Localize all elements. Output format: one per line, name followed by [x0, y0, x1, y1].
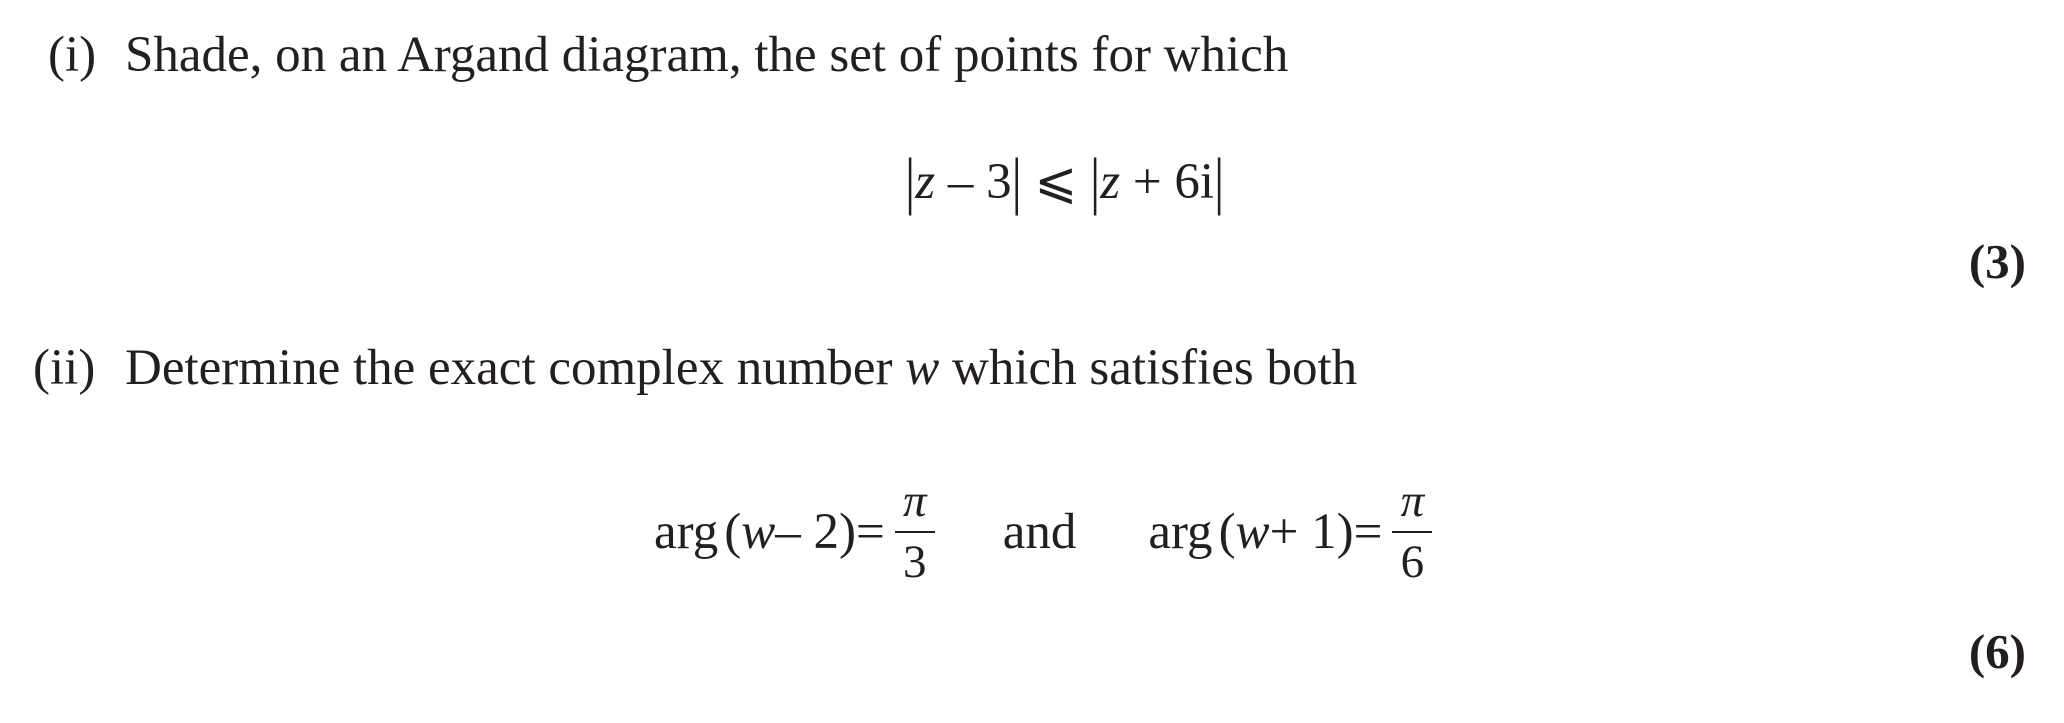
lhs-operation: – 3	[935, 154, 1012, 210]
part-ii-prompt	[125, 340, 1358, 396]
rhs-variable: z	[1100, 154, 1121, 210]
abs-bar-right-open: |	[1090, 146, 1101, 217]
part-i-marks: (3)	[1968, 234, 2026, 289]
condition-1-denominator: 3	[902, 536, 927, 588]
part-i-prompt: Shade, on an Argand diagram, the set of points for which	[125, 27, 1289, 83]
condition-1-equals: =	[855, 503, 885, 560]
part-ii-marks: (6)	[1968, 624, 2026, 679]
part-i-label: (i)	[48, 27, 97, 83]
condition-2-equals: =	[1353, 503, 1383, 560]
condition-1-op: – 2)	[775, 503, 856, 560]
abs-bar-right-close: |	[1214, 146, 1225, 217]
condition-2	[1148, 475, 1432, 588]
condition-1-numerator: π	[902, 475, 927, 527]
rhs-operation: + 6i	[1120, 154, 1215, 210]
abs-bar-left-close: |	[1011, 146, 1022, 217]
condition-2-func: arg	[1148, 503, 1213, 560]
condition-2-numerator: π	[1400, 475, 1425, 527]
condition-2-denominator: 6	[1400, 536, 1425, 588]
condition-2-fraction	[1392, 475, 1432, 588]
inequality-equation	[905, 146, 1225, 217]
prompt-after: which satisfies both	[939, 340, 1358, 396]
condition-1-open: (	[724, 503, 742, 560]
arg-conditions	[654, 475, 1432, 588]
prompt-variable: w	[905, 340, 940, 396]
condition-2-op: + 1)	[1269, 503, 1354, 560]
condition-1-variable: w	[741, 503, 776, 560]
condition-1-func: arg	[654, 503, 719, 560]
condition-2-variable: w	[1235, 503, 1270, 560]
condition-1-fraction	[895, 475, 935, 588]
part-ii-label: (ii)	[33, 340, 96, 396]
prompt-before: Determine the exact complex number	[125, 340, 906, 396]
lhs-variable: z	[915, 154, 936, 210]
abs-bar-left-open: |	[905, 146, 916, 217]
relation-symbol: ⩽	[1034, 154, 1078, 210]
conjunction-and: and	[1002, 503, 1077, 560]
condition-2-open: (	[1218, 503, 1236, 560]
condition-1	[654, 475, 935, 588]
